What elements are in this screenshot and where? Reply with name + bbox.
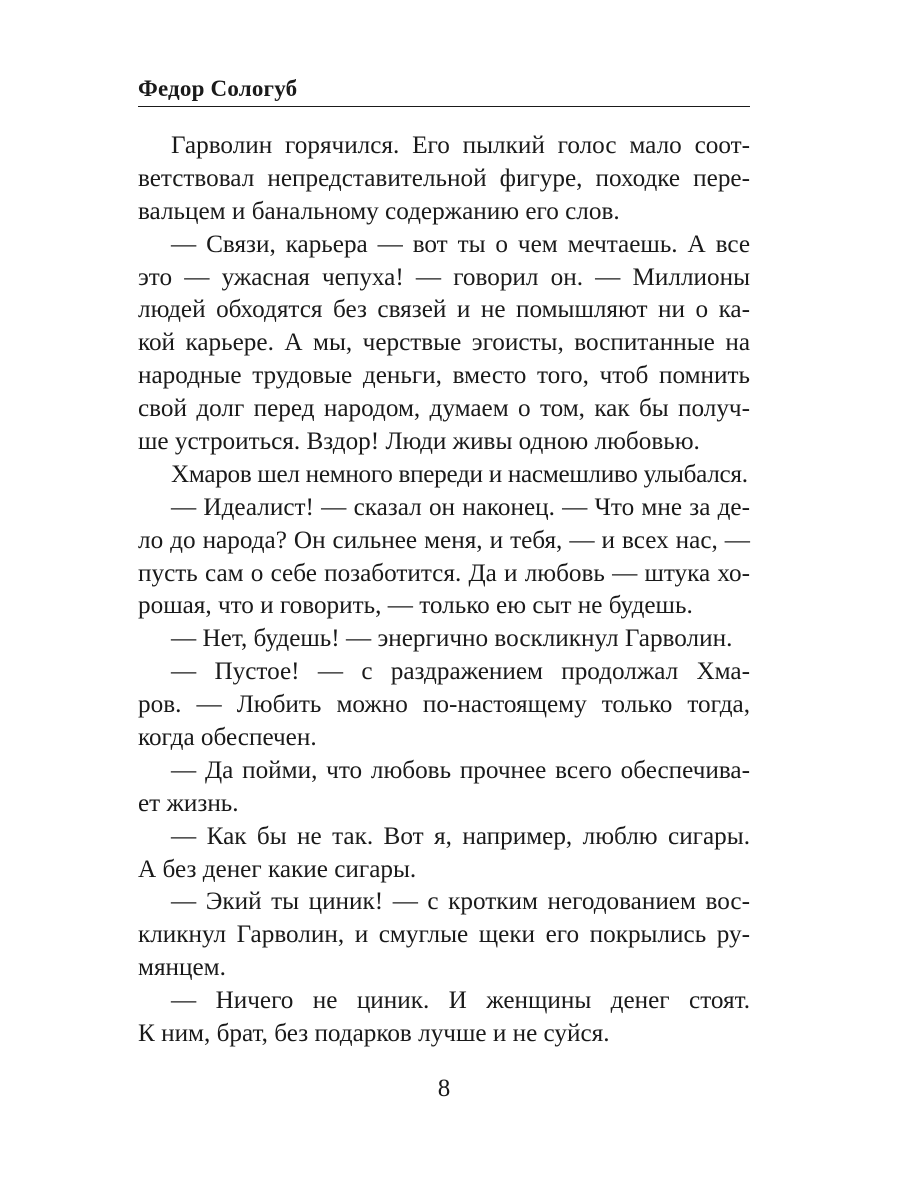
text-line: — Как бы не так. Вот я, например, люблю сигары. (171, 822, 750, 850)
text-line: когда обеспечен. (138, 724, 317, 752)
paragraph (138, 821, 750, 887)
text-line: кликнул Гарволин, и смуглые щеки его покрылись ру- (138, 921, 750, 949)
text-line: это — ужасная чепуха! — говорил он. — Миллионы (138, 263, 750, 291)
text-line: — Экий ты циник! — с кротким негодованием вос- (171, 888, 750, 916)
text-line: — Нет, будешь! — энергично воскликнул Гарволин. (171, 625, 733, 653)
page-number: 8 (437, 1075, 451, 1102)
text-line: — Связи, карьера — вот ты о чем мечтаешь. А все (171, 230, 750, 258)
paragraph (138, 623, 750, 656)
paragraph (138, 985, 750, 1051)
text-line: — Идеалист! — сказал он наконец. — Что мне за де- (171, 493, 750, 521)
running-head-author: Федор Сологуб (138, 76, 298, 101)
text-line: пусть сам о себе позаботится. Да и любовь — штука хо- (138, 559, 750, 587)
text-line: — Да пойми, что любовь прочнее всего обеспечива- (171, 756, 750, 784)
body-text (138, 130, 750, 1050)
text-line: ветствовал непредставительной фигуре, походке пере- (138, 164, 750, 192)
text-line: ет жизнь. (138, 789, 239, 817)
text-line: народные трудовые деньги, вместо того, чтоб помнить (138, 362, 750, 390)
paragraph (138, 886, 750, 985)
text-line: Гарволин горячился. Его пылкий голос мало соот- (171, 132, 750, 159)
paragraph (138, 459, 750, 492)
text-line: — Пустое! — с раздражением продолжал Хма- (171, 658, 750, 686)
text-line: мянцем. (138, 954, 226, 982)
paragraph (138, 755, 750, 821)
header-rule (138, 106, 750, 107)
text-line: кой карьере. А мы, черствые эгоисты, воспитанные на (138, 329, 750, 357)
text-line: людей обходятся без связей и не помышляют ни о ка- (138, 296, 750, 324)
paragraph (138, 130, 750, 229)
text-line: ше устроиться. Вздор! Люди живы одною любовью. (138, 428, 700, 456)
text-line: ров. — Любить можно по-настоящему только тогда, (138, 691, 750, 719)
text-line: Хмаров шел немного впереди и насмешливо улыбался. (171, 460, 748, 488)
text-line: свой долг перед народом, думаем о том, как бы получ- (138, 395, 750, 423)
text-line: рошая, что и говорить, — только ею сыт не будешь. (138, 592, 693, 620)
text-line: — Ничего не циник. И женщины денег стоят. (171, 987, 750, 1015)
text-line: вальцем и банальному содержанию его слов. (138, 197, 620, 225)
paragraph (138, 656, 750, 755)
text-line: К ним, брат, без подарков лучше и не суйся. (138, 1020, 610, 1048)
paragraph (138, 229, 750, 459)
text-line: А без денег какие сигары. (138, 855, 417, 883)
paragraph (138, 492, 750, 624)
text-line: ло до народа? Он сильнее меня, и тебя, — и всех нас, — (138, 526, 750, 554)
